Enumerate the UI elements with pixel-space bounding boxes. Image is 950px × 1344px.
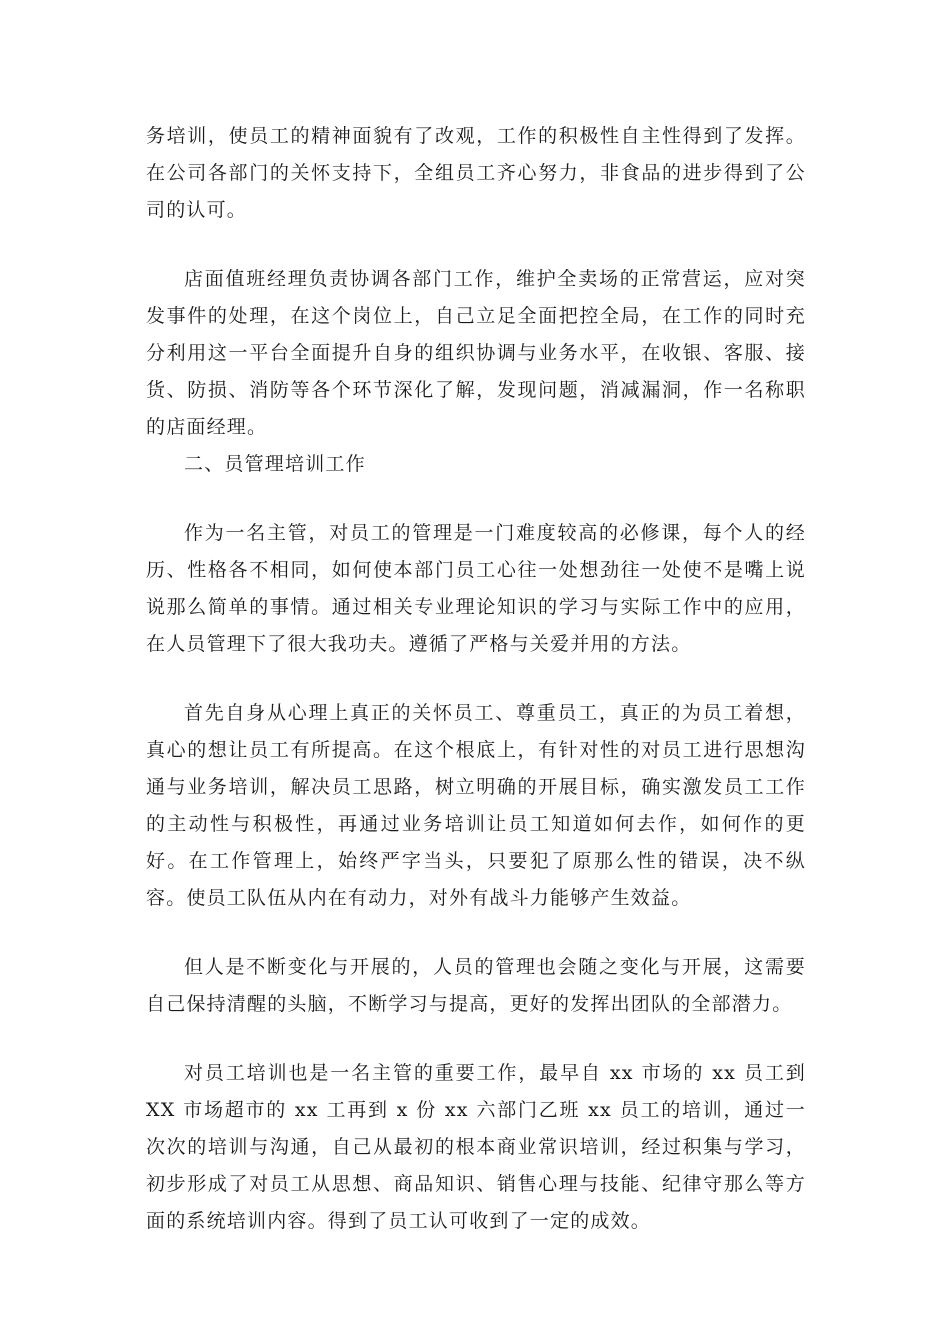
section-heading: 二、员管理培训工作 (184, 453, 366, 475)
paragraph-care-for-staff: 首先自身从心理上真正的关怀员工、尊重员工，真正的为员工着想，真心的想让员工有所提高。在这个根底上，有针对性的对员工进行思想沟通与业务培训，解决员工思路，树立明确的开展目标，确实激发员工工作的主动性与积极性，再通过业务培训让员工知道如何去作，如何作的更好。在工作管理上，始终严字当头，只要犯了原那么性的错误，决不纵容。使员工队伍从内在有动力，对外有战斗力能够产生效益。 (146, 702, 806, 909)
paragraph-continuation: 务培训，使员工的精神面貌有了改观，工作的积极性自主性得到了发挥。在公司各部门的关怀支持下，全组员工齐心努力，非食品的进步得到了公司的认可。 (146, 125, 806, 221)
paragraph-change-development: 但人是不断变化与开展的，人员的管理也会随之变化与开展，这需要自己保持清醒的头脑，不断学习与提高，更好的发挥出团队的全部潜力。 (146, 956, 806, 1015)
paragraph-staff-management: 作为一名主管，对员工的管理是一门难度较高的必修课，每个人的经历、性格各不相同，如何使本部门员工心往一处想劲往一处使不是嘴上说说那么简单的事情。通过相关专业理论知识的学习与实际工作中的应用，在人员管理下了很大我功夫。遵循了严格与关爱并用的方法。 (146, 522, 806, 655)
document-page (146, 118, 806, 1240)
paragraph-shift-manager: 店面值班经理负责协调各部门工作，维护全卖场的正常营运，应对突发事件的处理，在这个岗位上，自己立足全面把控全局，在工作的同时充分利用这一平台全面提升自身的组织协调与业务水平，在收银、客服、接货、防损、消防等各个环节深化了解，发现问题，消减漏洞，作一名称职的店面经理。 (146, 268, 806, 438)
paragraph-staff-training: 对员工培训也是一名主管的重要工作，最早自 xx 市场的 xx 员工到 XX 市场超市的 xx 工再到 x 份 xx 六部门乙班 xx 员工的培训，通过一次次的培训与沟通，自己从最初的根本商业常识培训，经过积集与学习，初步形成了对员工从思想、商品知识、销售心理与技能、纪律守那么等方面的系统培训内容。得到了员工认可收到了一定的成效。 (146, 1062, 806, 1232)
